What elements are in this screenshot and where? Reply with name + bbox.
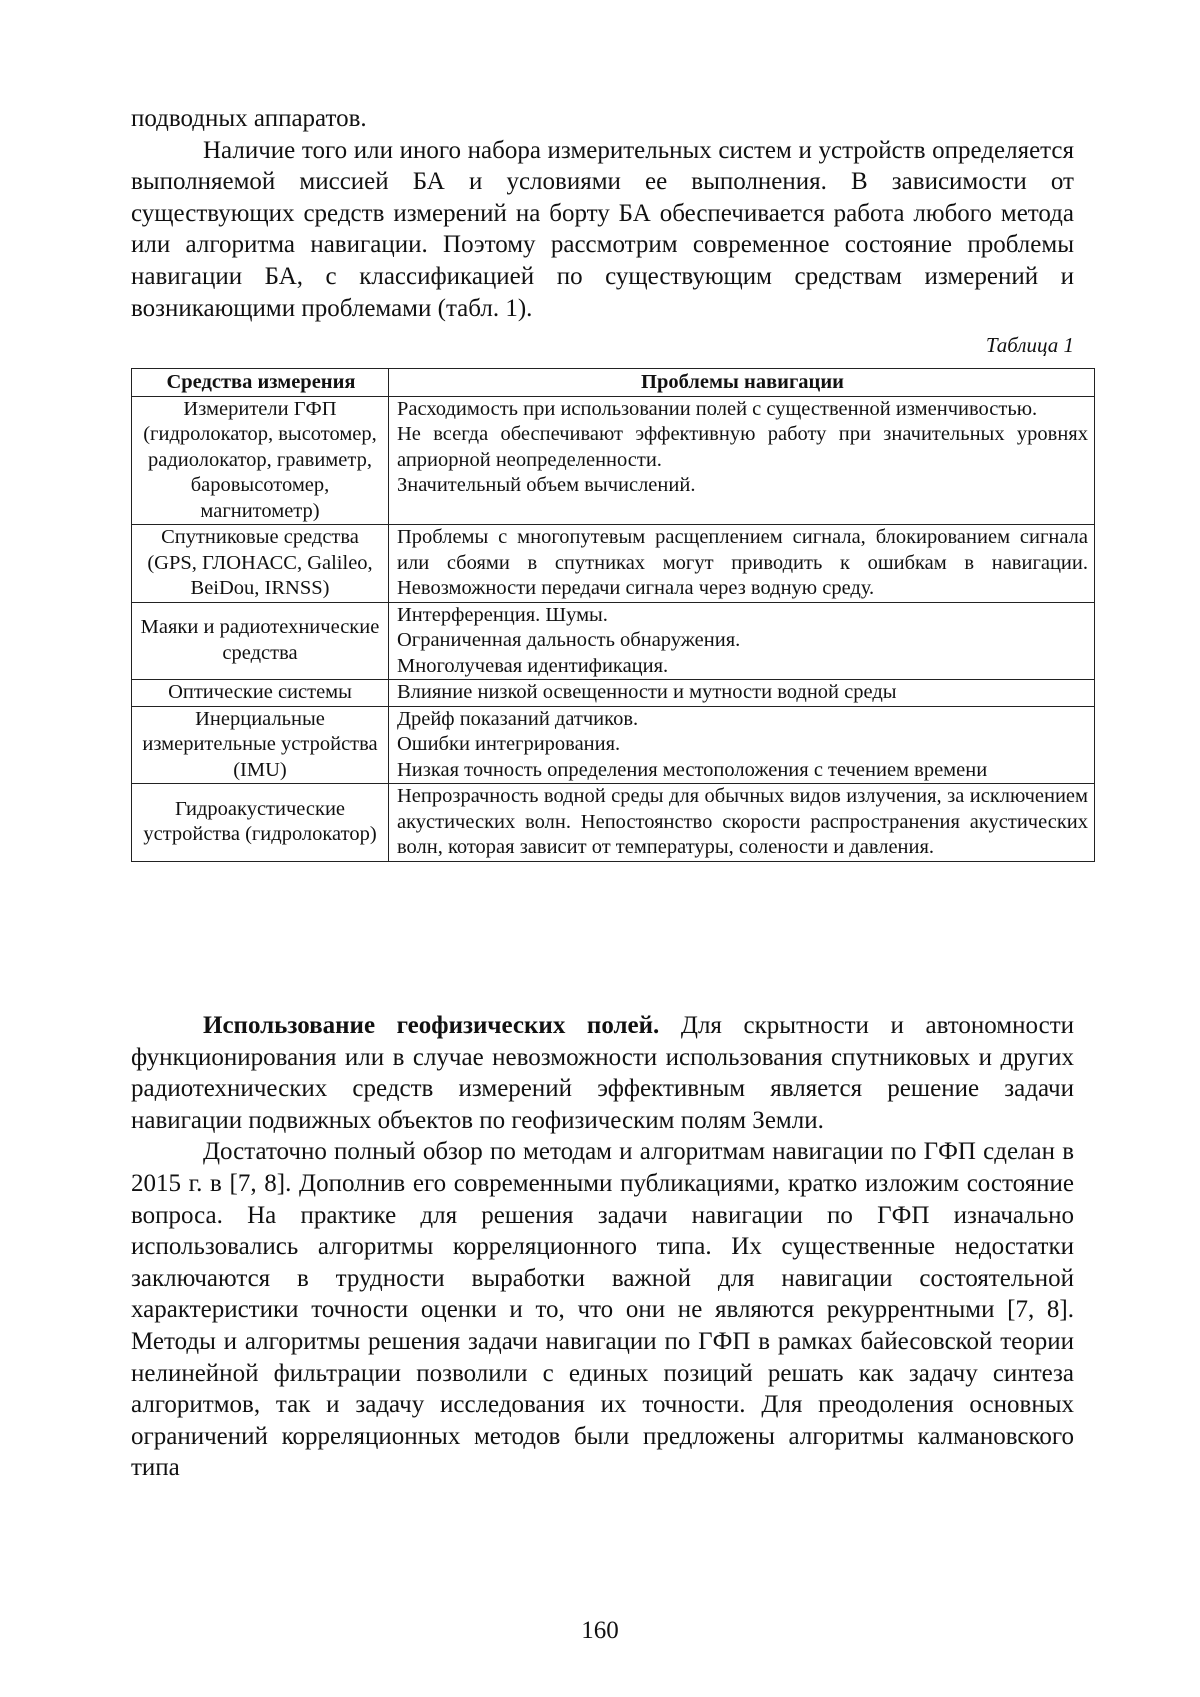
intro-text [131,103,1074,324]
problems-cell [389,602,1095,680]
problems-cell [389,784,1095,862]
table-row [132,680,1095,707]
page-number: 160 [581,1617,619,1644]
section-paragraph-2: Достаточно полный обзор по методам и алгоритмам навигации по ГФП сделан в 2015 г. в [7, 8]. Дополнив его современными публикациями, кратко изложим состояние вопроса. На практике для решения задачи навигации по ГФП изначально использовались алгоритмы корреляционного типа. Их существенные недостатки заключаются в трудности выработки важной для навигации состоятельной характеристики точности оценки и то, что они не являются рекуррентными [7, 8]. Методы и алгоритмы решения задачи навигации по ГФП в рамках байесовской теории нелинейной фильтрации позволили с единых позиций решать как задачу синтеза алгоритмов, так и задачу исследования их точности. Для преодоления основных ограничений корреляционных методов были предложены алгоритмы калмановского типа [131,1138,1074,1482]
problems-cell [389,706,1095,784]
problem-item: Интерференция. Шумы. [397,603,608,626]
problem-item: Расходимость при использовании полей с существенной изменчивостью. [397,397,1038,420]
table-row [132,706,1095,784]
navigation-problems-table [131,368,1095,862]
intro-continuation-line: подводных аппаратов. [131,105,367,132]
table-header-row [132,369,1095,397]
problem-item: Влияние низкой освещенности и мутности водной среды [397,681,897,703]
problem-item: Многолучевая идентификация. [397,654,669,677]
header-measurement-means: Средства измерения [132,369,389,397]
problem-item: Ограниченная дальность обнаружения. [397,629,741,651]
section-paragraph-1-text: Для скрытности и автономности функционирования или в случае невозможности использования спутниковых и других радиотехнических средств измерений эффективным является решение задачи навигации подвижных объектов по геофизическим полям Земли. [131,1012,1074,1134]
device-cell: Инерциальные измерительные устройства (IMU) [132,706,389,784]
problem-item: Проблемы с многопутевым расщеплением сигнала, блокированием сигнала или сбоями в спутниках могут приводить к ошибкам в навигации. Невозможности передачи сигнала через водную среду. [397,526,1088,599]
section-text [131,1010,1074,1484]
table-caption: Таблица 1 [985,333,1074,357]
section-heading: Использование геофизических полей. [203,1012,660,1039]
problem-item: Не всегда обеспечивают эффективную работу при значительных уровнях априорной неопределенности. [397,423,1088,471]
section-paragraph-1 [131,1010,1074,1136]
problem-item: Ошибки интегрирования. [397,733,621,755]
problem-item: Непрозрачность водной среды для обычных видов излучения, за исключением акустических волн. Непостоянство скорости распространения акустических волн, которая зависит от температуры, солености и давления. [397,785,1088,858]
problems-cell [389,525,1095,603]
device-cell: Спутниковые средства (GPS, ГЛОНАСС, Galileo, BeiDou, IRNSS) [132,525,389,603]
table-row [132,396,1095,525]
problem-item: Дрейф показаний датчиков. [397,707,639,730]
table-row [132,602,1095,680]
device-cell: Измерители ГФП (гидролокатор, высотомер, радиолокатор, гравиметр, баровысотомер, магнитометр) [132,396,389,525]
device-cell: Оптические системы [132,680,389,707]
table-row [132,784,1095,862]
device-cell: Маяки и радиотехнические средства [132,602,389,680]
table-row [132,525,1095,603]
header-navigation-problems: Проблемы навигации [389,369,1095,397]
problems-cell [389,680,1095,707]
problems-cell [389,396,1095,525]
intro-paragraph: Наличие того или иного набора измерительных систем и устройств определяется выполняемой миссией БА и условиями ее выполнения. В зависимости от существующих средств измерений на борту БА обеспечивается работа любого метода или алгоритма навигации. Поэтому рассмотрим современное состояние проблемы навигации БА, с классификацией по существующим средствам измерений и возникающими проблемами (табл. 1). [131,136,1074,322]
problem-item: Значительный объем вычислений. [397,474,696,496]
problem-item: Низкая точность определения местоположения с течением времени [397,758,988,781]
device-cell: Гидроакустические устройства (гидролокатор) [132,784,389,862]
